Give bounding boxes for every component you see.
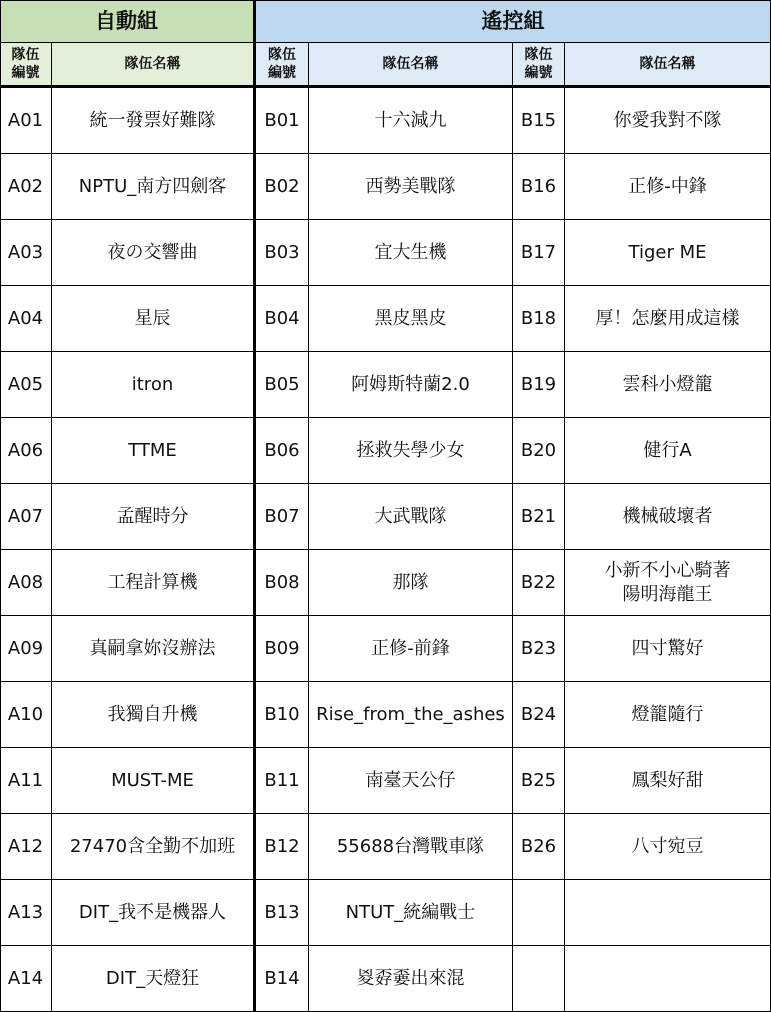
remote-team-name: 黑皮黑皮 xyxy=(309,286,513,352)
remote-col-id-header-2: 隊伍 編號 xyxy=(513,43,565,88)
remote-team-id: B17 xyxy=(513,220,565,286)
remote-team-id: B09 xyxy=(256,616,309,682)
remote-team-id: B24 xyxy=(513,682,565,748)
remote-team-id: B12 xyxy=(256,814,309,880)
remote-team-name: 四寸驚好 xyxy=(565,616,771,682)
remote-team-name: 燈籠隨行 xyxy=(565,682,771,748)
remote-team-name: 拯救失學少女 xyxy=(309,418,513,484)
remote-team-id: B22 xyxy=(513,550,565,616)
auto-team-name: 工程計算機 xyxy=(52,550,256,616)
remote-team-id: B13 xyxy=(256,880,309,946)
auto-team-name: 夜の交響曲 xyxy=(52,220,256,286)
remote-team-id: B01 xyxy=(256,88,309,154)
remote-team-id: B26 xyxy=(513,814,565,880)
remote-team-id: B19 xyxy=(513,352,565,418)
remote-team-name: 那隊 xyxy=(309,550,513,616)
auto-team-name: 27470含全勤不加班 xyxy=(52,814,256,880)
remote-team-name: 西勢美戰隊 xyxy=(309,154,513,220)
remote-team-name: 小新不小心騎著 陽明海龍王 xyxy=(565,550,771,616)
remote-team-name: 正修-前鋒 xyxy=(309,616,513,682)
remote-team-id: B05 xyxy=(256,352,309,418)
remote-team-id: B25 xyxy=(513,748,565,814)
remote-team-name: NTUT_統編戰士 xyxy=(309,880,513,946)
auto-team-id: A02 xyxy=(0,154,52,220)
remote-team-id: B23 xyxy=(513,616,565,682)
remote-team-id: B08 xyxy=(256,550,309,616)
auto-team-name: itron xyxy=(52,352,256,418)
remote-team-name: 健行A xyxy=(565,418,771,484)
remote-team-id: B04 xyxy=(256,286,309,352)
auto-group-header: 自動組 xyxy=(0,0,256,43)
auto-team-name: DIT_我不是機器人 xyxy=(52,880,256,946)
auto-team-name: TTME xyxy=(52,418,256,484)
remote-team-id: B11 xyxy=(256,748,309,814)
remote-team-id: B02 xyxy=(256,154,309,220)
remote-team-name: 55688台灣戰車隊 xyxy=(309,814,513,880)
auto-team-id: A08 xyxy=(0,550,52,616)
remote-team-name xyxy=(565,946,771,1012)
remote-team-name: 阿姆斯特蘭2.0 xyxy=(309,352,513,418)
remote-team-id: B03 xyxy=(256,220,309,286)
auto-team-id: A13 xyxy=(0,880,52,946)
auto-team-name: DIT_天燈狂 xyxy=(52,946,256,1012)
auto-col-id-header: 隊伍 編號 xyxy=(0,43,52,88)
auto-team-name: 我獨自升機 xyxy=(52,682,256,748)
auto-team-name: 星辰 xyxy=(52,286,256,352)
remote-team-id xyxy=(513,880,565,946)
auto-team-name: NPTU_南方四劍客 xyxy=(52,154,256,220)
remote-group-header: 遙控組 xyxy=(256,0,771,43)
remote-team-id xyxy=(513,946,565,1012)
remote-team-id: B10 xyxy=(256,682,309,748)
remote-team-name: 正修-中鋒 xyxy=(565,154,771,220)
remote-team-id: B21 xyxy=(513,484,565,550)
remote-col-name-header-2: 隊伍名稱 xyxy=(565,43,771,88)
auto-team-id: A01 xyxy=(0,88,52,154)
auto-team-id: A09 xyxy=(0,616,52,682)
remote-team-name: Rise_from_the_ashes xyxy=(309,682,513,748)
auto-team-id: A04 xyxy=(0,286,52,352)
auto-team-id: A10 xyxy=(0,682,52,748)
remote-team-id: B14 xyxy=(256,946,309,1012)
remote-team-id: B20 xyxy=(513,418,565,484)
auto-team-name: 真嗣拿妳沒辦法 xyxy=(52,616,256,682)
remote-team-name: 雲科小燈籠 xyxy=(565,352,771,418)
remote-team-name: 鳳梨好甜 xyxy=(565,748,771,814)
auto-team-id: A12 xyxy=(0,814,52,880)
auto-team-id: A07 xyxy=(0,484,52,550)
remote-team-name: 厚！怎麼用成這樣 xyxy=(565,286,771,352)
auto-team-name: MUST-ME xyxy=(52,748,256,814)
auto-team-id: A11 xyxy=(0,748,52,814)
remote-team-name xyxy=(565,880,771,946)
remote-team-name: 你愛我對不隊 xyxy=(565,88,771,154)
remote-team-name: 機械破壞者 xyxy=(565,484,771,550)
remote-col-id-header: 隊伍 編號 xyxy=(256,43,309,88)
auto-team-name: 統一發票好難隊 xyxy=(52,88,256,154)
remote-team-id: B15 xyxy=(513,88,565,154)
remote-team-name: 㚇孬嫑出來混 xyxy=(309,946,513,1012)
auto-team-name: 孟醒時分 xyxy=(52,484,256,550)
remote-team-name: 十六減九 xyxy=(309,88,513,154)
remote-team-id: B07 xyxy=(256,484,309,550)
remote-team-name: Tiger ME xyxy=(565,220,771,286)
remote-team-name: 大武戰隊 xyxy=(309,484,513,550)
auto-team-id: A05 xyxy=(0,352,52,418)
remote-col-name-header: 隊伍名稱 xyxy=(309,43,513,88)
remote-team-name: 八寸宛豆 xyxy=(565,814,771,880)
remote-team-id: B16 xyxy=(513,154,565,220)
auto-team-id: A14 xyxy=(0,946,52,1012)
remote-team-name: 南臺天公仔 xyxy=(309,748,513,814)
auto-team-id: A03 xyxy=(0,220,52,286)
auto-col-name-header: 隊伍名稱 xyxy=(52,43,256,88)
remote-team-id: B18 xyxy=(513,286,565,352)
remote-team-name: 宜大生機 xyxy=(309,220,513,286)
auto-team-id: A06 xyxy=(0,418,52,484)
remote-team-id: B06 xyxy=(256,418,309,484)
